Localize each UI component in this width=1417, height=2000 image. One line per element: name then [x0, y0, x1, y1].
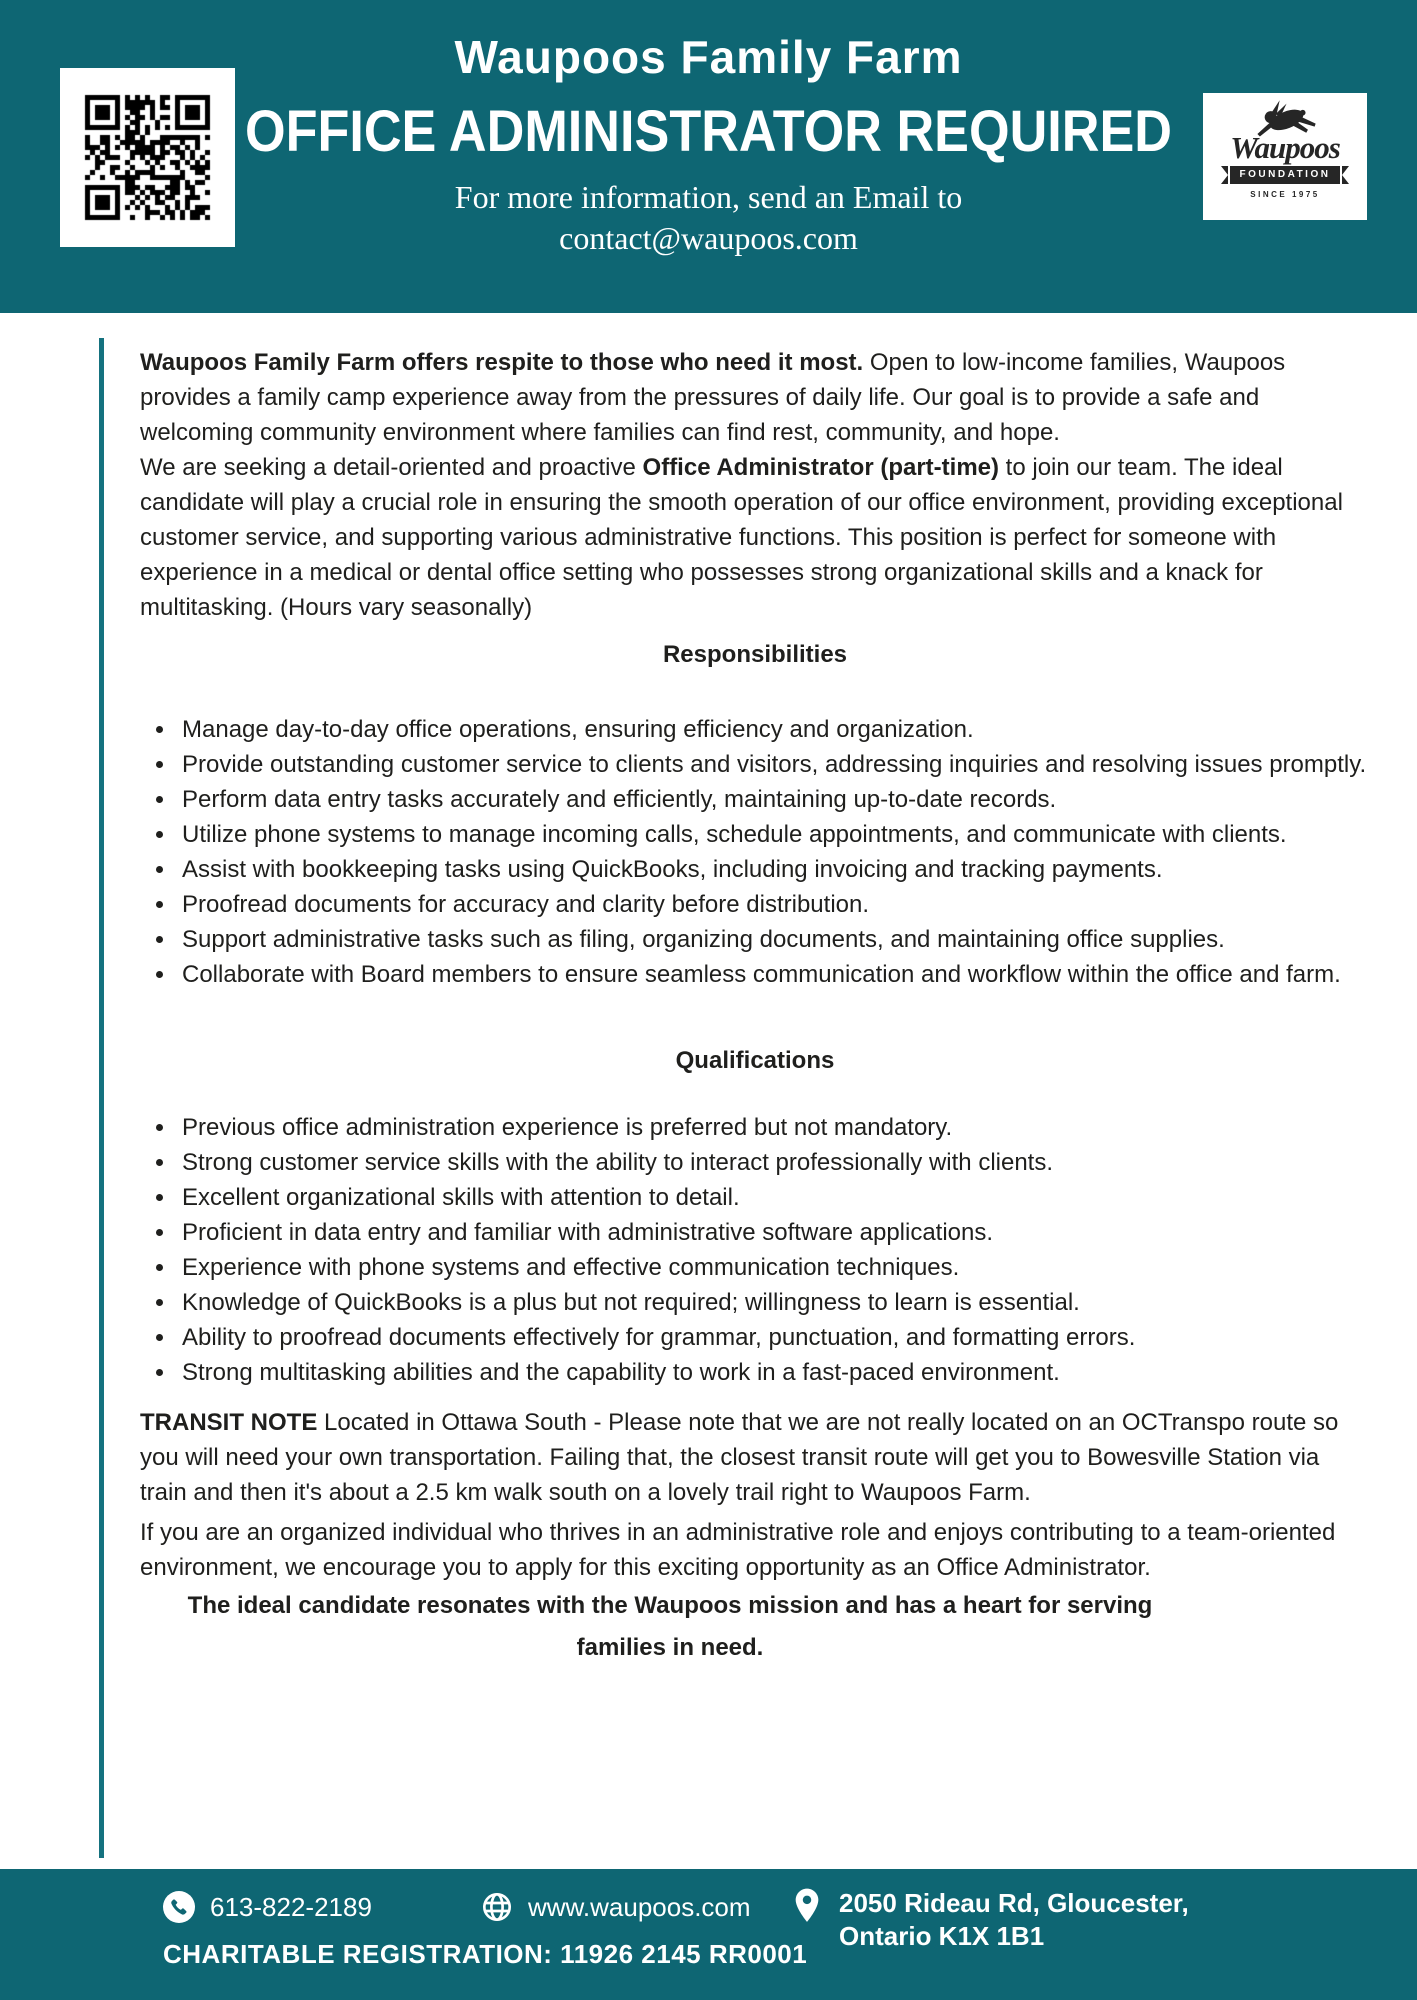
transit-note-label: TRANSIT NOTE: [140, 1409, 318, 1436]
list-item: Assist with bookkeeping tasks using QuickBooks, including invoicing and tracking payments.: [182, 852, 1370, 887]
list-item: Support administrative tasks such as filing, organizing documents, and maintaining office supplies.: [182, 922, 1370, 957]
address-line-1: 2050 Rideau Rd, Gloucester,: [839, 1888, 1189, 1918]
footer-banner: [0, 1869, 1417, 2000]
location-pin-icon: [790, 1887, 824, 1927]
list-item: Excellent organizational skills with attention to detail.: [182, 1180, 1370, 1215]
qr-code-pattern: [75, 85, 220, 230]
charitable-registration: CHARITABLE REGISTRATION: 11926 2145 RR0001: [163, 1939, 808, 1969]
list-item: Proficient in data entry and familiar with administrative software applications.: [182, 1215, 1370, 1250]
seeking-paragraph: [140, 450, 1370, 625]
list-item: Knowledge of QuickBooks is a plus but not required; willingness to learn is essential.: [182, 1285, 1370, 1320]
waupoos-foundation-logo: [1203, 93, 1367, 220]
qualifications-list: [140, 1110, 1370, 1390]
address-line-2: Ontario K1X 1B1: [839, 1921, 1045, 1951]
seeking-pre: We are seeking a detail-oriented and proactive: [140, 454, 643, 481]
phone-icon: [163, 1891, 195, 1923]
list-item: Collaborate with Board members to ensure seamless communication and workflow within the office and farm.: [182, 957, 1370, 992]
address-text: [839, 1887, 1189, 1953]
header-banner: [0, 0, 1417, 313]
seeking-role-bold: Office Administrator (part-time): [642, 454, 1000, 481]
contact-email: contact@waupoos.com: [559, 220, 858, 256]
mission-statement: The ideal candidate resonates with the Waupoos mission and has a heart for serving families in need.: [187, 1592, 1153, 1661]
page-title: Waupoos Family Farm: [454, 31, 963, 83]
logo-wordmark: Waupoos: [1230, 130, 1340, 165]
list-item: Provide outstanding customer service to clients and visitors, addressing inquiries and resolving issues promptly.: [182, 747, 1370, 782]
closing-paragraph: If you are an organized individual who thrives in an administrative role and enjoys contributing to a team-oriented environment, we encourage you to apply for this exciting opportunity as an Office Administrator.: [140, 1519, 1336, 1581]
responsibilities-list: [140, 712, 1370, 992]
info-line: For more information, send an Email to: [454, 179, 963, 215]
seeking-post: to join our team. The ideal candidate will play a crucial role in ensuring the smooth operation of our office environment, providing exceptional customer service, and supporting various administrative functions. This position is perfect for someone with experience in a medical or dental office setting who possesses strong organizational skills and a knack for multitasking. (Hours vary seasonally): [140, 454, 1343, 621]
list-item: Manage day-to-day office operations, ensuring efficiency and organization.: [182, 712, 1370, 747]
footer-address: [790, 1887, 1189, 1953]
logo-ribbon: FOUNDATION: [1230, 166, 1341, 184]
intro-bold-lead: Waupoos Family Farm offers respite to those who need it most.: [140, 349, 864, 376]
footer-phone: [163, 1891, 372, 1923]
list-item: Utilize phone systems to manage incoming calls, schedule appointments, and communicate with clients.: [182, 817, 1370, 852]
responsibilities-heading: Responsibilities: [662, 641, 848, 668]
intro-rest: Open to low-income families, Waupoos provides a family camp experience away from the pressures of daily life. Our goal is to provide a safe and welcoming community environment where families can find rest, community, and hope.: [140, 349, 1286, 446]
list-item: Perform data entry tasks accurately and efficiently, maintaining up-to-date records.: [182, 782, 1370, 817]
website-url: www.waupoos.com: [528, 1891, 751, 1922]
logo-since: SINCE 1975: [1250, 190, 1320, 199]
list-item: Previous office administration experience is preferred but not mandatory.: [182, 1110, 1370, 1145]
flyer-body: [140, 338, 1370, 1669]
globe-icon: [481, 1891, 513, 1923]
headline: OFFICE ADMINISTRATOR REQUIRED: [244, 99, 1173, 164]
list-item: Experience with phone systems and effective communication techniques.: [182, 1250, 1370, 1285]
list-item: Ability to proofread documents effectively for grammar, punctuation, and formatting errors.: [182, 1320, 1370, 1355]
list-item: Proofread documents for accuracy and clarity before distribution.: [182, 887, 1370, 922]
footer-website: [481, 1891, 751, 1923]
accent-bar: [99, 338, 104, 1858]
phone-number: 613-822-2189: [210, 1891, 372, 1922]
intro-paragraph: [140, 338, 1370, 450]
transit-note-rest: Located in Ottawa South - Please note that we are not really located on an OCTranspo route so you will need your own transportation. Failing that, the closest transit route will get you to Bowesville Station via train and then it's about a 2.5 km walk south on a lovely trail right to Waupoos Farm.: [140, 1409, 1339, 1506]
list-item: Strong customer service skills with the ability to interact professionally with clients.: [182, 1145, 1370, 1180]
qr-code: [60, 68, 235, 247]
qualifications-heading: Qualifications: [675, 1047, 835, 1074]
transit-note-paragraph: [140, 1405, 1370, 1510]
list-item: Strong multitasking abilities and the capability to work in a fast-paced environment.: [182, 1355, 1370, 1390]
